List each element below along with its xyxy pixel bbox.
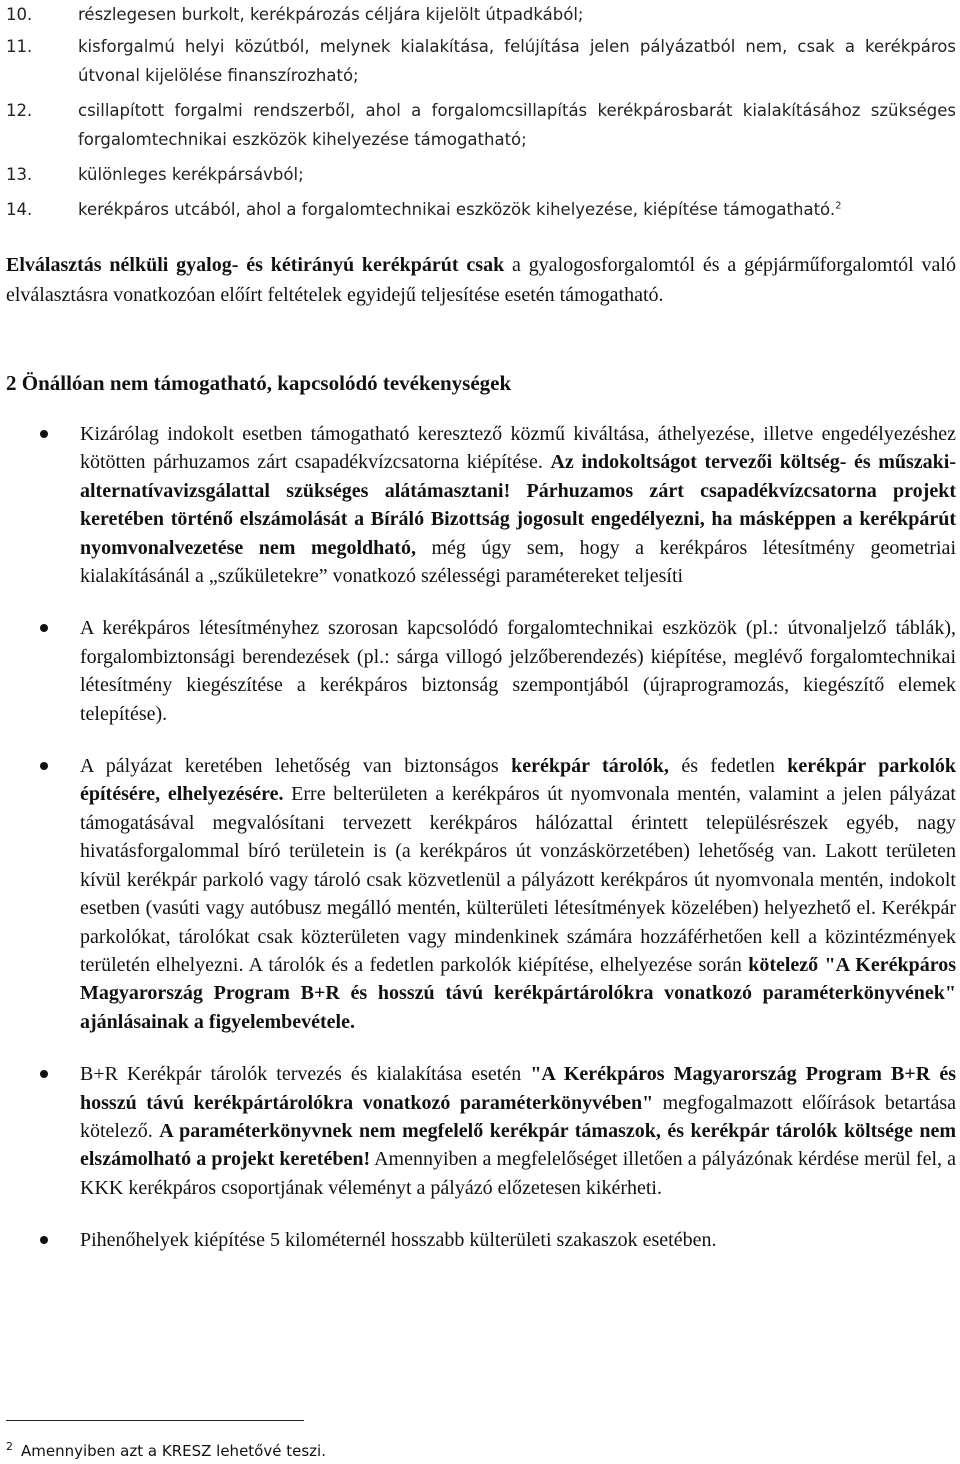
bullet-item <box>6 752 956 1036</box>
document-page <box>6 0 956 1279</box>
bullet-text <box>80 420 956 590</box>
bullet-text-bold-run: A paraméterkönyvnek nem megfelelő kerékpár támaszok, és kerékpár tárolók költsége nem elszámolható a projekt keretében! <box>80 1119 956 1171</box>
bullet-text-run: B+R Kerékpár tárolók tervezés és kialakítása esetén <box>80 1063 531 1086</box>
bullet-text-run: Amennyiben a megfelelőséget illetően a pályázónak kérdése merül fel, a KKK kerékpáros csoportjának véleményt a pályázó előzetesen kikérheti. <box>80 1148 956 1199</box>
footnote <box>6 1437 326 1461</box>
footnote-divider <box>6 1420 304 1421</box>
list-item-text: csillapított forgalmi rendszerből, ahol a forgalomcsillapítás kerékpárosbarát kialakításához szükséges forgalomtechnikai eszközök kihelyezése támogatható; <box>78 101 956 149</box>
list-item <box>6 32 956 90</box>
bullet-text-run: még úgy sem, hogy a kerékpáros létesítmény geometriai kialakításánál a „szűkületekre” vonatkozó szélességi paramétereket teljesíti <box>80 536 956 588</box>
bullet-icon <box>6 420 80 448</box>
bullet-text-bold-run: kötelező "A Kerékpáros Magyarország Program B+R és hosszú távú kerékpártárolókra vonatkozó paraméterkönyvének" ajánlásainak a figyelembevétele. <box>80 953 956 1033</box>
bullet-item <box>6 614 956 728</box>
footnote-reference[interactable]: 2 <box>835 200 842 212</box>
list-item-text: kisforgalmú helyi közútból, melynek kialakítása, felújítása jelen pályázatból nem, csak a kerékpáros útvonal kijelölése finanszírozható; <box>78 37 956 85</box>
bullet-text-run: és fedetlen <box>668 755 788 778</box>
bullet-text-bold-run: kerékpár tárolók, <box>511 755 669 778</box>
bullet-text <box>80 1226 956 1254</box>
bullet-text-bold-run: Az indokoltságot tervezői költség- és műszaki-alternatívavizsgálattal szükséges alátámasztani! Párhuzamos zárt csapadékvízcsatorna projekt keretében történő elszámolását a Bíráló Bizottság jogosult engedélyezni, ha másképpen a kerékpárút nyomvonalvezetése nem megoldható, <box>80 451 957 559</box>
bullet-icon <box>6 752 80 780</box>
list-item-text: részlegesen burkolt, kerékpározás céljára kijelölt útpadkából; <box>78 5 584 24</box>
list-item <box>6 96 956 154</box>
bullet-icon <box>6 1226 80 1254</box>
list-item <box>6 160 956 189</box>
list-item-number: 13. <box>6 165 33 184</box>
list-item-number: 12. <box>6 101 33 120</box>
list-item-number: 14. <box>6 200 33 219</box>
bullet-text <box>80 1060 956 1202</box>
list-item-text: különleges kerékpársávból; <box>78 165 304 184</box>
bullet-item <box>6 420 956 590</box>
bullet-text-bold-run: "A Kerékpáros Magyarország Program B+R és hosszú távú kerékpártárolókra vonatkozó paraméterkönyvében" <box>80 1063 956 1114</box>
bullet-text-run: A kerékpáros létesítményhez szorosan kapcsolódó forgalomtechnikai eszközök (pl.: útvonaljelző táblák), forgalombiztonsági berendezések (pl.: sárga villogó jelzőberendezés) kiépítése, meglévő forgalomtechnikai létesítmény kiegészítése a kerékpáros biztonság szempontjából (újraprogramozás, kiegészítő elemek telepítése). <box>80 617 956 725</box>
footnote-number: 2 <box>6 1440 13 1453</box>
bullet-text-run: A pályázat keretében lehetőség van biztonságos <box>80 755 512 778</box>
footnote-text: Amennyiben azt a KRESZ lehetővé teszi. <box>21 1442 326 1460</box>
bullet-icon <box>6 614 80 642</box>
bullet-icon <box>6 1060 80 1088</box>
bullet-text-run: megfogalmazott előírások betartása kötelező. <box>80 1091 956 1142</box>
bullet-item <box>6 1060 956 1202</box>
section-title: 2 Önállóan nem támogatható, kapcsolódó tevékenységek <box>6 371 512 395</box>
separation-paragraph <box>6 250 956 310</box>
list-item-text-content: kerékpáros utcából, ahol a forgalomtechnikai eszközök kihelyezése, kiépítése támogatható. <box>78 200 836 219</box>
numbered-list <box>6 0 956 224</box>
separation-paragraph-text: a gyalogosforgalomtól és a gépjárműforgalomtól való elválasztásra vonatkozóan előírt feltételek egyidejű teljesítése esetén támogatható. <box>6 254 956 306</box>
bullet-text <box>80 752 956 1036</box>
bullet-text <box>80 614 956 728</box>
list-item-text <box>78 195 956 224</box>
bullet-text-run: Pihenőhelyek kiépítése 5 kilométernél hosszabb külterületi szakaszok esetében. <box>80 1229 717 1252</box>
bullet-list <box>6 420 956 1255</box>
list-item-number: 10. <box>6 5 33 24</box>
bullet-text-bold-run: kerékpár parkolók építésére, elhelyezésére. <box>80 755 956 806</box>
separation-paragraph-bold: Elválasztás nélküli gyalog- és kétirányú kerékpárút csak <box>6 254 505 276</box>
bullet-text-run: Erre belterületen a kerékpáros út nyomvonala mentén, valamint a jelen pályázat támogatásával megvalósítani tervezett kerékpáros hálózattal érintett településrészek egyéb, nagy hivatásforgalommal bíró területein is (a kerékpáros út vonzáskörzetében) lehetőség van. Lakott területen kívül kerékpár parkoló vagy tároló csak közvetlenül a pályázott kerékpáros út nyomvonala mentén, indokolt esetben (vasúti vagy autóbusz megálló mentén, külterületi létesítmények közelében) helyezhető el. Kerékpár parkolókat, tárolókat csak közterületen vagy mindenkinek számára hozzáférhetően kell a közintézmények területén elhelyezni. A tárolók és a fedetlen parkolók kiépítése, elhelyezése során <box>80 783 956 976</box>
list-item-number: 11. <box>6 37 33 56</box>
bullet-item <box>6 1226 956 1254</box>
list-item <box>6 195 956 224</box>
bullet-text-run: Kizárólag indokolt esetben támogatható keresztező közmű kiváltása, áthelyezése, illetve engedélyezéshez kötötten párhuzamos zárt csapadékvízcsatorna kiépítése. <box>80 423 956 474</box>
list-item <box>6 0 956 29</box>
